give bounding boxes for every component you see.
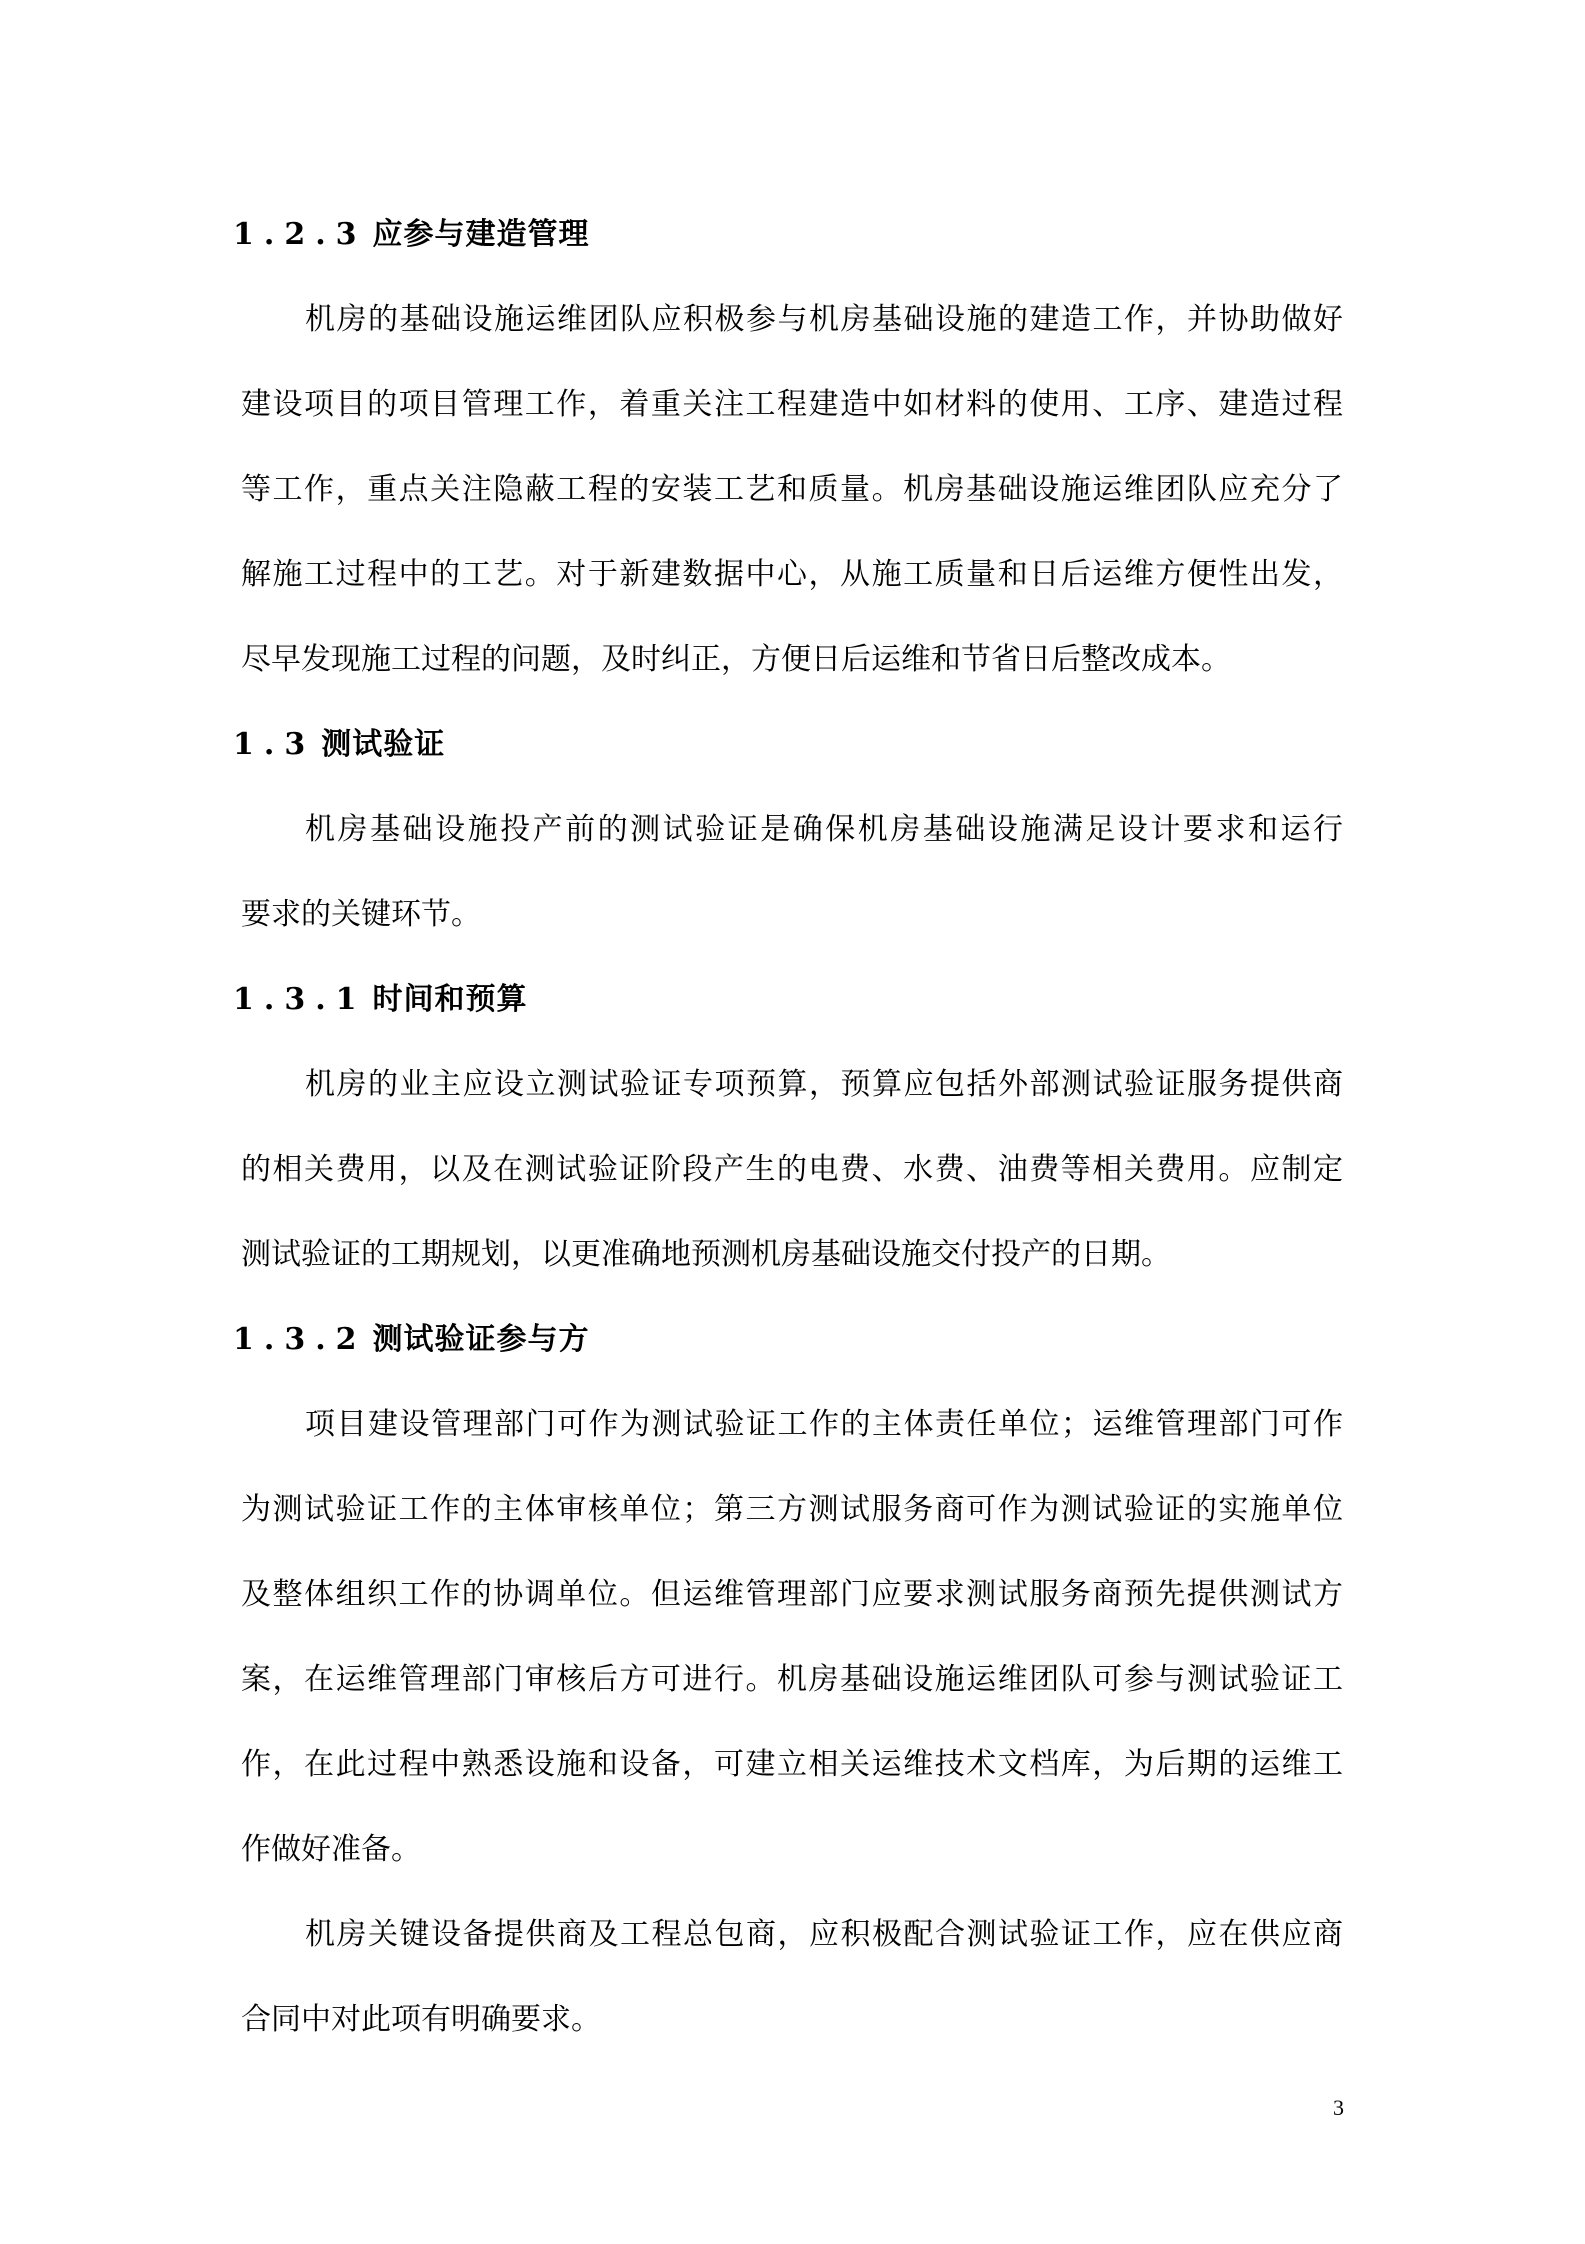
paragraph-line: 机房关键设备提供商及工程总包商，应积极配合测试验证工作，应在供应商: [305, 1917, 1343, 1952]
paragraph-line: 为测试验证工作的主体审核单位；第三方测试服务商可作为测试验证的实施单位: [241, 1492, 1343, 1527]
section-number: 1.3.2: [233, 1322, 367, 1357]
section-number: 1.3.1: [233, 982, 367, 1017]
section-heading-1-3-1: [233, 978, 528, 1022]
paragraph-line: 等工作，重点关注隐蔽工程的安装工艺和质量。机房基础设施运维团队应充分了: [241, 472, 1343, 507]
section-title: 时间和预算: [372, 982, 528, 1017]
paragraph-line: 测试验证的工期规划，以更准确地预测机房基础设施交付投产的日期。: [241, 1237, 1171, 1272]
paragraph-line: 机房的业主应设立测试验证专项预算，预算应包括外部测试验证服务提供商: [305, 1067, 1343, 1102]
paragraph-line: 建设项目的项目管理工作，着重关注工程建造中如材料的使用、工序、建造过程: [241, 387, 1343, 422]
section-heading-1-3: [233, 723, 445, 767]
page-number: 3: [1333, 2095, 1344, 2120]
section-number: 1.3: [233, 727, 316, 762]
paragraph-line: 项目建设管理部门可作为测试验证工作的主体责任单位；运维管理部门可作: [305, 1407, 1343, 1442]
paragraph-line: 尽早发现施工过程的问题，及时纠正，方便日后运维和节省日后整改成本。: [241, 642, 1231, 677]
paragraph-line: 作，在此过程中熟悉设施和设备，可建立相关运维技术文档库，为后期的运维工: [241, 1747, 1343, 1782]
paragraph-line: 解施工过程中的工艺。对于新建数据中心，从施工质量和日后运维方便性出发，: [241, 557, 1343, 592]
section-title: 测试验证: [321, 727, 446, 762]
section-heading-1-2-3: [233, 213, 590, 257]
paragraph-line: 要求的关键环节。: [241, 897, 481, 932]
section-number: 1.2.3: [233, 217, 367, 252]
paragraph-line: 机房的基础设施运维团队应积极参与机房基础设施的建造工作，并协助做好: [305, 302, 1343, 337]
section-title: 应参与建造管理: [372, 217, 590, 252]
paragraph-line: 合同中对此项有明确要求。: [241, 2002, 601, 2037]
paragraph-line: 作做好准备。: [241, 1832, 421, 1867]
section-title: 测试验证参与方: [372, 1322, 590, 1357]
paragraph-line: 及整体组织工作的协调单位。但运维管理部门应要求测试服务商预先提供测试方: [241, 1577, 1343, 1612]
paragraph-line: 案，在运维管理部门审核后方可进行。机房基础设施运维团队可参与测试验证工: [241, 1662, 1343, 1697]
paragraph-line: 机房基础设施投产前的测试验证是确保机房基础设施满足设计要求和运行: [305, 812, 1343, 847]
section-heading-1-3-2: [233, 1318, 590, 1362]
paragraph-line: 的相关费用，以及在测试验证阶段产生的电费、水费、油费等相关费用。应制定: [241, 1152, 1343, 1187]
